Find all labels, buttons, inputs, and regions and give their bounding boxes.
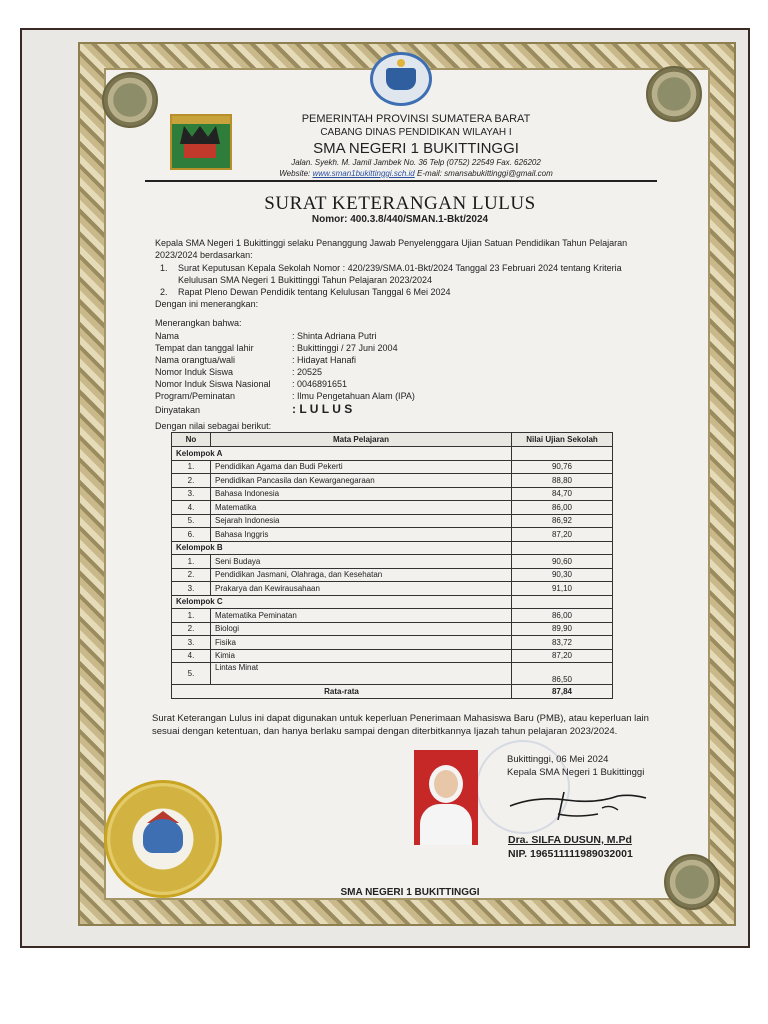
row-subject: Pendidikan Jasmani, Olahraga, dan Kesehatan — [211, 568, 512, 582]
document-title: SURAT KETERANGAN LULUS — [264, 193, 536, 214]
header-line-2: CABANG DINAS PENDIDIKAN WILAYAH I — [320, 127, 512, 138]
row-no: 2. — [172, 568, 211, 582]
row-score: 84,70 — [512, 487, 613, 501]
col-score-header: Nilai Ujian Sekolah — [512, 433, 613, 447]
table-row — [172, 609, 613, 623]
row-subject: Biologi — [211, 622, 512, 636]
table-row — [172, 582, 613, 596]
corner-ornament-bottom-right — [664, 854, 720, 910]
table-row — [172, 487, 613, 501]
group-b-label: Kelompok B — [172, 541, 512, 555]
closing-line-1: Surat Keterangan Lulus ini dapat digunakan untuk keperluan Penerimaan Mahasiswa Baru (PMB), atau keperluan lain — [152, 713, 649, 724]
row-no: 3. — [172, 636, 211, 650]
table-row — [172, 474, 613, 488]
table-row — [172, 514, 613, 528]
row-score: 89,90 — [512, 622, 613, 636]
label-ttl: Tempat dan tanggal lahir — [155, 343, 254, 353]
row-subject: Bahasa Inggris — [211, 528, 512, 542]
value-nis: : 20525 — [292, 367, 323, 377]
group-a-label: Kelompok A — [172, 447, 512, 461]
row-subject: Kimia — [211, 649, 512, 663]
value-ortu: : Hidayat Hanafi — [292, 355, 357, 365]
row-no: 5. — [172, 663, 211, 685]
table-row — [172, 555, 613, 569]
row-score: 86,92 — [512, 514, 613, 528]
tut-wuri-handayani-logo — [370, 52, 432, 106]
footer-school-name: SMA NEGERI 1 BUKITTINGGI — [340, 887, 480, 898]
row-score: 90,60 — [512, 555, 613, 569]
intro-line-2: 2023/2024 berdasarkan: — [155, 250, 253, 260]
table-row — [172, 460, 613, 474]
row-score: 83,72 — [512, 636, 613, 650]
row-subject: Sejarah Indonesia — [211, 514, 512, 528]
label-nis: Nomor Induk Siswa — [155, 367, 234, 377]
col-subject-header: Mata Pelajaran — [211, 433, 512, 447]
label-status: Dinyatakan — [155, 405, 201, 415]
row-score: 86,50 — [512, 663, 613, 685]
corner-ornament-top-right — [646, 66, 702, 122]
row-no: 2. — [172, 474, 211, 488]
header-address: Jalan. Syekh. M. Jamil Jambek No. 36 Telp (0752) 22549 Fax. 626202 — [291, 158, 541, 167]
item-1-number: 1. — [160, 263, 168, 273]
signatory-nip: NIP. 196511111989032001 — [508, 848, 633, 860]
row-subject: Prakarya dan Kewirausahaan — [211, 582, 512, 596]
website-label: Website: — [279, 169, 311, 178]
label-nama: Nama — [155, 331, 180, 341]
row-no: 4. — [172, 649, 211, 663]
row-no: 6. — [172, 528, 211, 542]
intro-line-1: Kepala SMA Negeri 1 Bukittinggi selaku Penanggung Jawab Penyelenggara Ujian Satuan Pendidikan Tahun Pelajaran — [155, 238, 628, 248]
row-score: 90,76 — [512, 460, 613, 474]
menerangkan-bahwa: Menerangkan bahwa: — [155, 318, 242, 328]
value-ttl: : Bukittinggi / 27 Juni 2004 — [292, 343, 398, 353]
header-line-1: PEMERINTAH PROVINSI SUMATERA BARAT — [301, 113, 531, 125]
value-program: : Ilmu Pengetahuan Alam (IPA) — [292, 391, 415, 401]
table-row — [172, 501, 613, 515]
row-subject: Lintas Minat — [211, 663, 512, 685]
table-row — [172, 663, 613, 685]
grades-caption: Dengan nilai sebagai berikut: — [155, 421, 272, 431]
label-nisn: Nomor Induk Siswa Nasional — [155, 379, 271, 389]
email-address: smansabukittinggi@gmail.com — [444, 169, 553, 178]
row-no: 3. — [172, 487, 211, 501]
menerangkan-line: Dengan ini menerangkan: — [155, 299, 259, 309]
average-row — [172, 685, 613, 699]
row-score: 91,10 — [512, 582, 613, 596]
row-subject: Seni Budaya — [211, 555, 512, 569]
corner-ornament-top-left — [102, 72, 158, 128]
table-header-row — [172, 433, 613, 447]
header-divider — [145, 180, 657, 182]
group-row — [172, 541, 613, 555]
col-no-header: No — [172, 433, 211, 447]
email-label: E-mail: — [417, 169, 442, 178]
document-number: Nomor: 400.3.8/440/SMAN.1-Bkt/2024 — [311, 214, 489, 225]
signature-position: Kepala SMA Negeri 1 Bukittinggi — [507, 767, 645, 778]
item-2-text: Rapat Pleno Dewan Pendidik tentang Kelulusan Tanggal 6 Mei 2024 — [178, 287, 451, 297]
row-score: 88,80 — [512, 474, 613, 488]
row-subject: Pendidikan Pancasila dan Kewarganegaraan — [211, 474, 512, 488]
closing-line-2: sesuai dengan ketentuan, dan hanya berlaku sampai dengan diterbitkannya Ijazah tahun pelajaran 2023/2024. — [152, 726, 618, 737]
average-label: Rata-rata — [172, 685, 512, 699]
row-score: 86,00 — [512, 501, 613, 515]
row-subject: Fisika — [211, 636, 512, 650]
row-no: 5. — [172, 514, 211, 528]
sumbar-province-logo — [170, 114, 232, 170]
group-row — [172, 595, 613, 609]
row-subject: Bahasa Indonesia — [211, 487, 512, 501]
signature-place-date: Bukittinggi, 06 Mei 2024 — [507, 754, 609, 765]
value-nisn: : 0046891651 — [292, 379, 348, 389]
item-2-number: 2. — [160, 287, 168, 297]
school-emblem-stamp — [104, 780, 222, 898]
row-score: 87,20 — [512, 649, 613, 663]
row-no: 1. — [172, 555, 211, 569]
average-value: 87,84 — [512, 685, 613, 699]
header-contact — [226, 169, 606, 178]
grades-table — [171, 432, 613, 699]
header-school-name: SMA NEGERI 1 BUKITTINGGI — [313, 140, 519, 157]
group-row — [172, 447, 613, 461]
row-subject: Matematika — [211, 501, 512, 515]
value-status: : L U L U S — [292, 402, 353, 416]
row-no: 2. — [172, 622, 211, 636]
group-c-label: Kelompok C — [172, 595, 512, 609]
row-subject: Matematika Peminatan — [211, 609, 512, 623]
table-row — [172, 636, 613, 650]
table-row — [172, 622, 613, 636]
label-program: Program/Peminatan — [155, 391, 236, 401]
row-no: 1. — [172, 609, 211, 623]
item-1-text-cont: Kelulusan SMA Negeri 1 Bukittinggi Tahun Pelajaran 2023/2024 — [178, 275, 433, 285]
row-no: 3. — [172, 582, 211, 596]
row-score: 87,20 — [512, 528, 613, 542]
signature-scribble — [506, 784, 656, 824]
signatory-name: Dra. SILFA DUSUN, M.Pd — [508, 834, 632, 846]
row-subject: Pendidikan Agama dan Budi Pekerti — [211, 460, 512, 474]
student-photo — [414, 750, 478, 845]
item-1-text: Surat Keputusan Kepala Sekolah Nomor : 420/239/SMA.01-Bkt/2024 Tanggal 23 Februari 2024 tentang Kriteria — [178, 263, 622, 273]
value-nama: : Shinta Adriana Putri — [292, 331, 377, 341]
row-score: 90,30 — [512, 568, 613, 582]
website-link[interactable]: www.sman1bukittinggi.sch.id — [312, 169, 415, 178]
row-score: 86,00 — [512, 609, 613, 623]
table-row — [172, 528, 613, 542]
row-no: 1. — [172, 460, 211, 474]
table-row — [172, 649, 613, 663]
row-no: 4. — [172, 501, 211, 515]
label-ortu: Nama orangtua/wali — [155, 355, 236, 365]
table-row — [172, 568, 613, 582]
